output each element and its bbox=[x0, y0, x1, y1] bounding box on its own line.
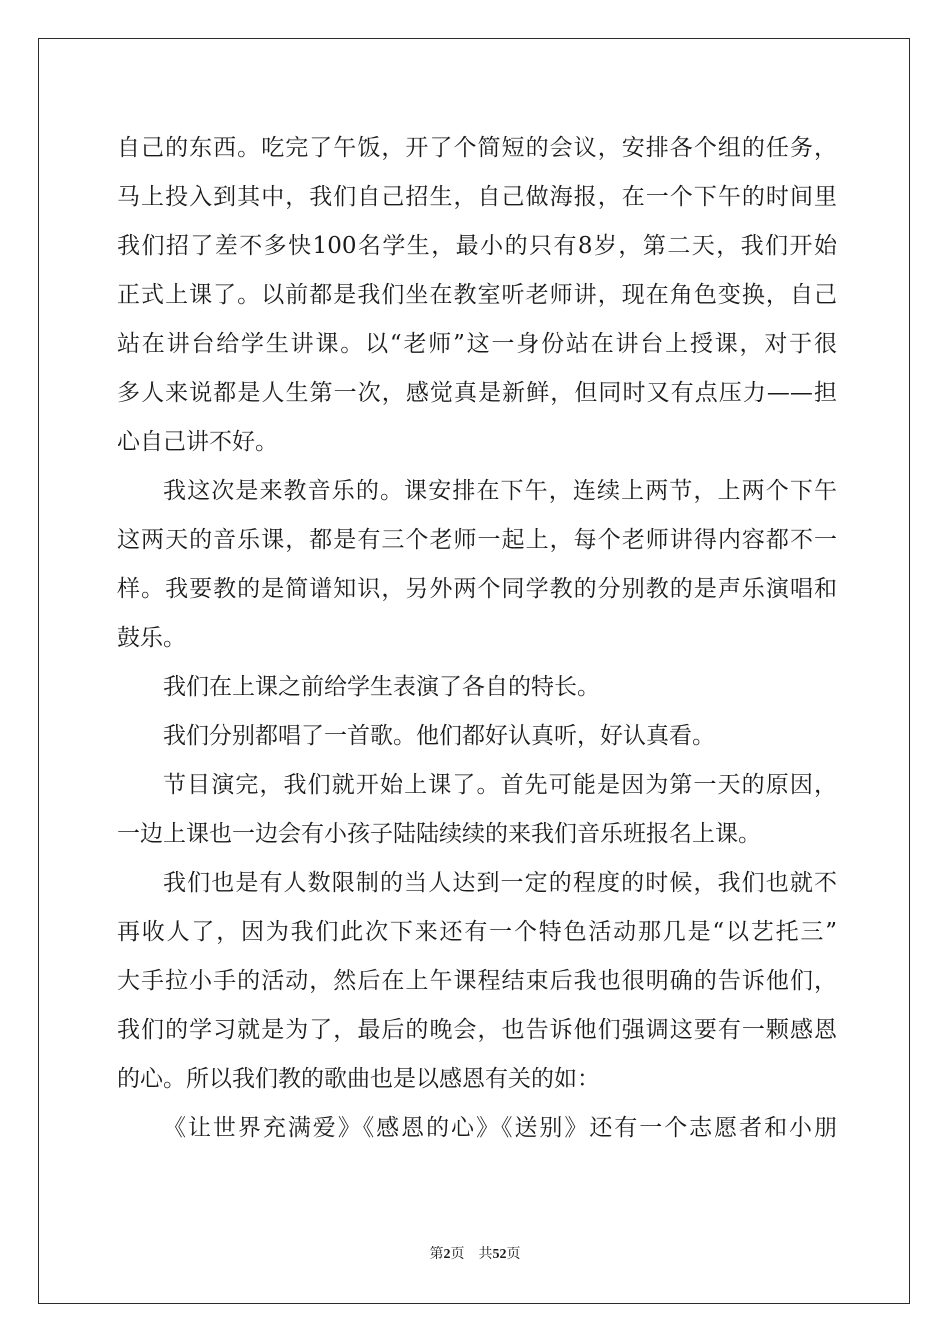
text-line: 再收人了，因为我们此次下来还有一个特色活动那几是“以艺托三” bbox=[117, 919, 837, 945]
text-line: 自己的东西。吃完了午饭，开了个简短的会议，安排各个组的任务， bbox=[117, 135, 837, 161]
total-prefix: 共 bbox=[478, 1246, 493, 1262]
total-page-count: 52 bbox=[492, 1247, 507, 1262]
text-line: 的心。所以我们教的歌曲也是以感恩有关的如： bbox=[117, 1066, 600, 1092]
paragraph-first-line: 节目演完，我们就开始上课了。首先可能是因为第一天的原因， bbox=[163, 772, 837, 798]
text-line: 样。我要教的是简谱知识，另外两个同学教的分别教的是声乐演唱和 bbox=[117, 576, 837, 602]
text-line: 多人来说都是人生第一次，感觉真是新鲜，但同时又有点压力——担 bbox=[117, 380, 837, 406]
text-line: 马上投入到其中，我们自己招生，自己做海报，在一个下午的时间里 bbox=[117, 184, 837, 210]
text-line: 正式上课了。以前都是我们坐在教室听老师讲，现在角色变换，自己 bbox=[117, 282, 837, 308]
text-line: 我们招了差不多快100名学生，最小的只有8岁，第二天，我们开始 bbox=[117, 233, 837, 259]
page-footer bbox=[0, 1244, 950, 1265]
paragraph-first-line: 《让世界充满爱》《感恩的心》《送别》还有一个志愿者和小朋 bbox=[163, 1115, 837, 1141]
paragraph-first-line: 我们分别都唱了一首歌。他们都好认真听，好认真看。 bbox=[163, 723, 715, 749]
text-line: 这两天的音乐课，都是有三个老师一起上，每个老师讲得内容都不一 bbox=[117, 527, 837, 553]
text-line: 心自己讲不好。 bbox=[117, 429, 278, 455]
text-line: 鼓乐。 bbox=[117, 625, 186, 651]
text-line: 我们的学习就是为了，最后的晚会，也告诉他们强调这要有一颗感恩 bbox=[117, 1017, 837, 1043]
paragraph-first-line: 我们也是有人数限制的当人达到一定的程度的时候，我们也就不 bbox=[163, 870, 837, 896]
text-line: 大手拉小手的活动，然后在上午课程结束后我也很明确的告诉他们， bbox=[117, 968, 837, 994]
paragraph-first-line: 我这次是来教音乐的。课安排在下午，连续上两节，上两个下午 bbox=[163, 478, 837, 504]
total-unit: 页 bbox=[506, 1246, 521, 1262]
paragraph-first-line: 我们在上课之前给学生表演了各自的特长。 bbox=[163, 674, 600, 700]
text-line: 一边上课也一边会有小孩子陆陆续续的来我们音乐班报名上课。 bbox=[117, 821, 761, 847]
page-unit: 页 bbox=[450, 1246, 465, 1262]
page-prefix: 第 bbox=[429, 1246, 444, 1262]
text-line: 站在讲台给学生讲课。以“老师”这一身份站在讲台上授课，对于很 bbox=[117, 331, 837, 357]
current-page-number: 2 bbox=[443, 1247, 451, 1262]
